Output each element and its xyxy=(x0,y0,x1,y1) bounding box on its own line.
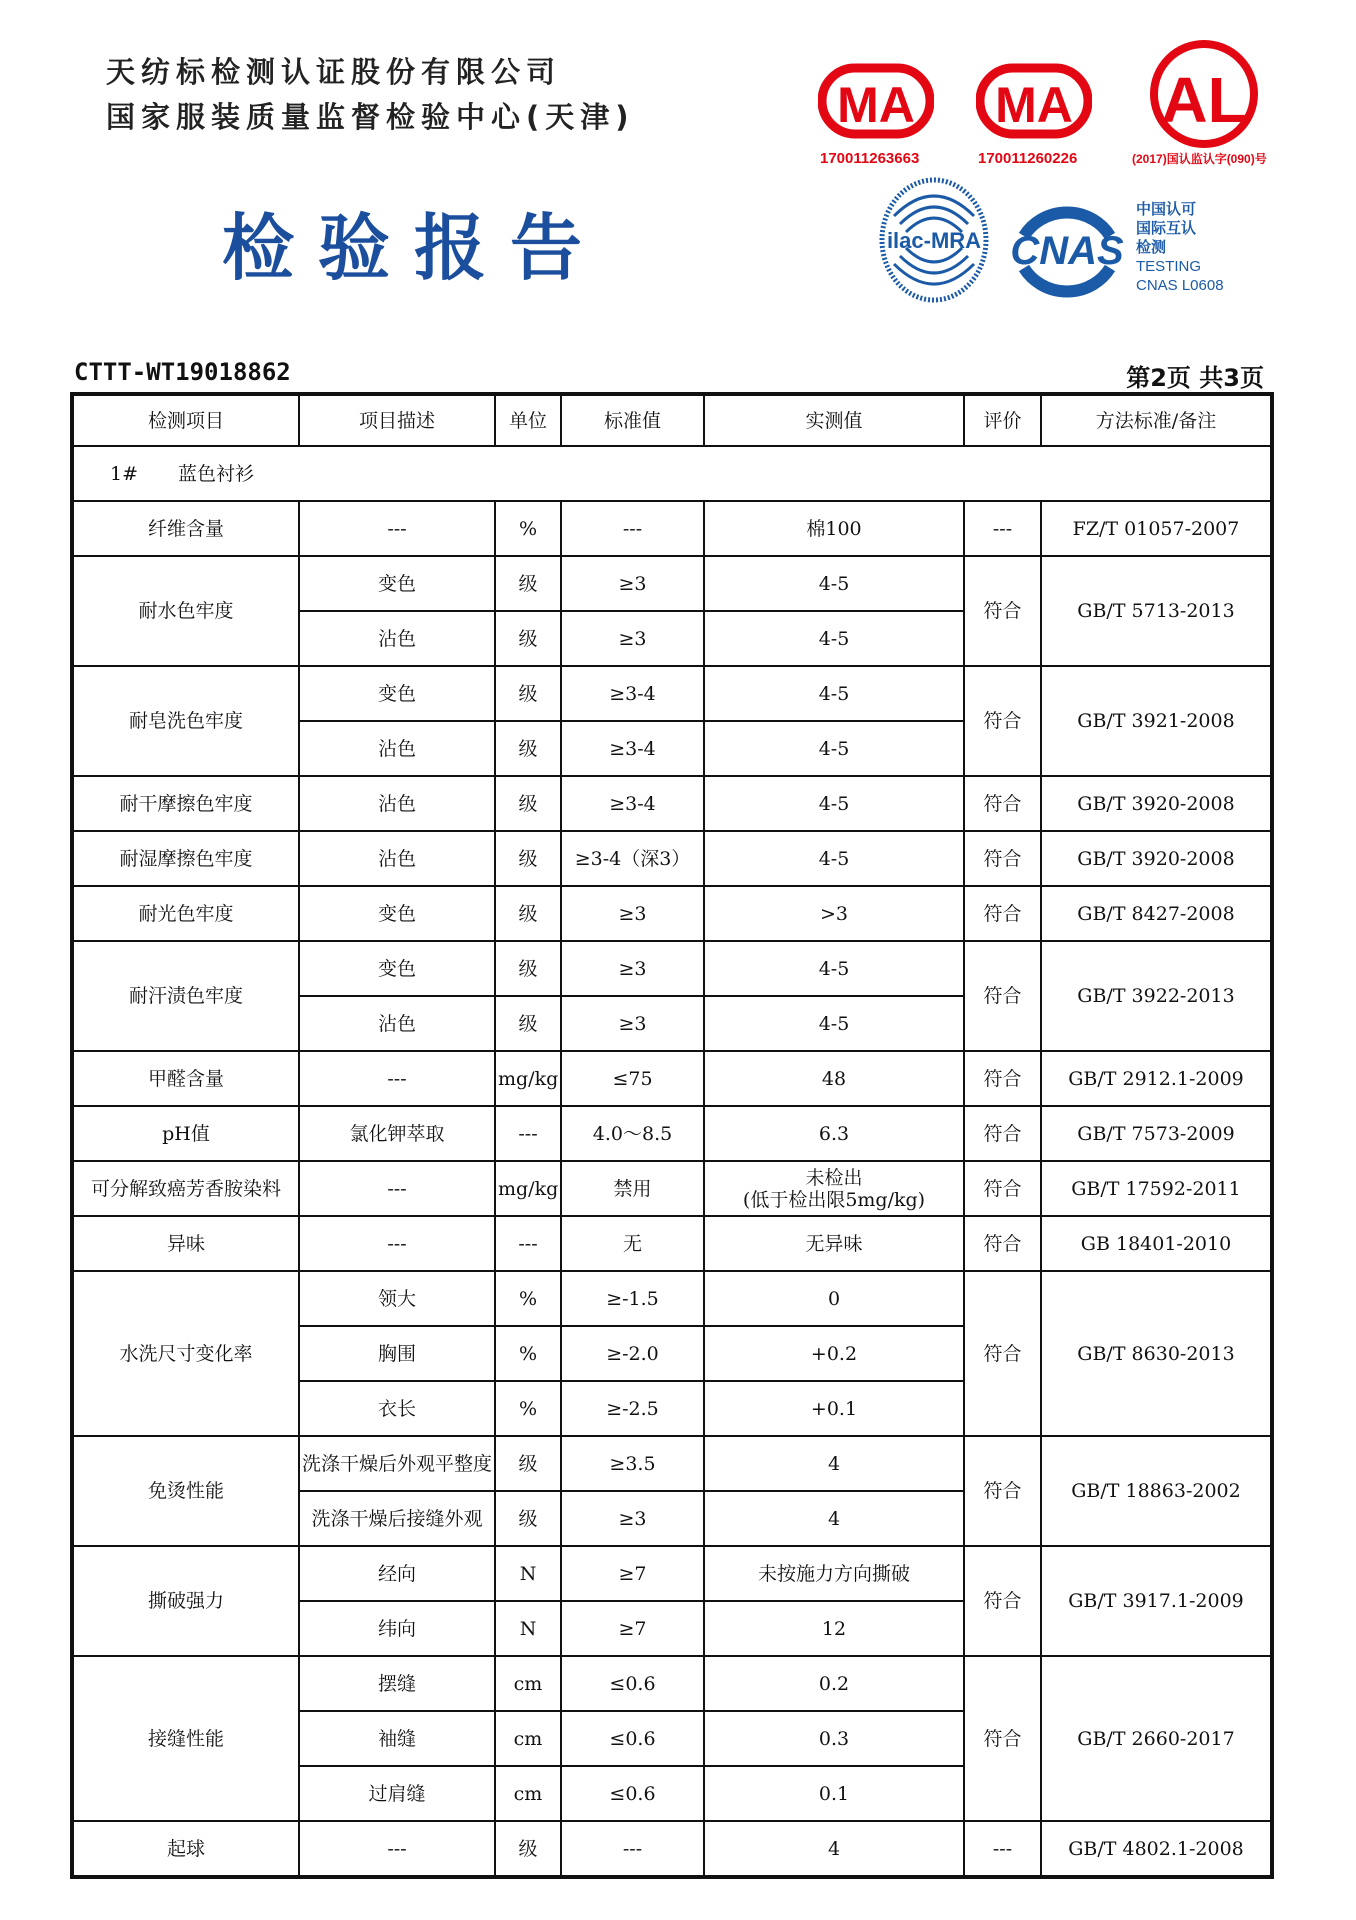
cnas-logo xyxy=(1004,196,1130,306)
evaluation: 符合 xyxy=(964,556,1041,666)
cma-logo-1 xyxy=(818,62,934,140)
item-description: 沾色 xyxy=(299,611,495,666)
col-header-desc: 项目描述 xyxy=(299,394,495,446)
method-standard: GB/T 3922-2013 xyxy=(1041,941,1272,1051)
unit: % xyxy=(495,1326,561,1381)
method-standard: GB/T 7573-2009 xyxy=(1041,1106,1272,1161)
measured-value: 4-5 xyxy=(704,776,964,831)
measured-value: 4-5 xyxy=(704,666,964,721)
table-row xyxy=(72,556,1272,611)
evaluation: 符合 xyxy=(964,1161,1041,1216)
evaluation: 符合 xyxy=(964,666,1041,776)
standard-value: 无 xyxy=(561,1216,704,1271)
evaluation: 符合 xyxy=(964,1546,1041,1656)
item-description: 衣长 xyxy=(299,1381,495,1436)
test-item: 耐汗渍色牢度 xyxy=(72,941,299,1051)
unit: 级 xyxy=(495,556,561,611)
measured-value: 6.3 xyxy=(704,1106,964,1161)
standard-value: ≥7 xyxy=(561,1546,704,1601)
item-description: 洗涤干燥后接缝外观 xyxy=(299,1491,495,1546)
measured-value: 未按施力方向撕破 xyxy=(704,1546,964,1601)
method-standard: GB/T 8630-2013 xyxy=(1041,1271,1272,1436)
table-row xyxy=(72,1436,1272,1491)
standard-value: ≤0.6 xyxy=(561,1766,704,1821)
method-standard: GB/T 4802.1-2008 xyxy=(1041,1821,1272,1877)
cma-number-1: 170011263663 xyxy=(820,150,920,167)
unit: cm xyxy=(495,1656,561,1711)
method-standard: GB/T 5713-2013 xyxy=(1041,556,1272,666)
measured-value: 4-5 xyxy=(704,831,964,886)
standard-value: ≥-2.0 xyxy=(561,1326,704,1381)
item-description: 经向 xyxy=(299,1546,495,1601)
table-row xyxy=(72,1216,1272,1271)
standard-value: ≥-2.5 xyxy=(561,1381,704,1436)
evaluation: 符合 xyxy=(964,831,1041,886)
evaluation: 符合 xyxy=(964,1436,1041,1546)
item-description: --- xyxy=(299,1216,495,1271)
measured-value: 0.2 xyxy=(704,1656,964,1711)
unit: --- xyxy=(495,1216,561,1271)
table-row xyxy=(72,1051,1272,1106)
test-item: 水洗尺寸变化率 xyxy=(72,1271,299,1436)
standard-value: ≤75 xyxy=(561,1051,704,1106)
test-item: 免烫性能 xyxy=(72,1436,299,1546)
evaluation: 符合 xyxy=(964,1051,1041,1106)
standard-value: ≥3 xyxy=(561,611,704,666)
standard-value: ≤0.6 xyxy=(561,1656,704,1711)
standard-value: --- xyxy=(561,501,704,556)
col-header-standard: 标准值 xyxy=(561,394,704,446)
standard-value: ≥3 xyxy=(561,941,704,996)
standard-value: ≥3 xyxy=(561,996,704,1051)
unit: 级 xyxy=(495,1491,561,1546)
standard-value: 4.0～8.5 xyxy=(561,1106,704,1161)
standard-value: ≥3-4 xyxy=(561,721,704,776)
sample-name: 蓝色衬衫 xyxy=(178,462,255,485)
svg-text:CNAS: CNAS xyxy=(1010,229,1124,273)
unit: 级 xyxy=(495,996,561,1051)
unit: mg/kg xyxy=(495,1161,561,1216)
test-item: 起球 xyxy=(72,1821,299,1877)
measured-value: 4-5 xyxy=(704,996,964,1051)
standard-value: ≥3-4 xyxy=(561,666,704,721)
measured-value: +0.1 xyxy=(704,1381,964,1436)
col-header-unit: 单位 xyxy=(495,394,561,446)
test-item: 异味 xyxy=(72,1216,299,1271)
item-description: 袖缝 xyxy=(299,1711,495,1766)
col-header-result: 实测值 xyxy=(704,394,964,446)
table-row xyxy=(72,1821,1272,1877)
evaluation: 符合 xyxy=(964,776,1041,831)
table-row xyxy=(72,1271,1272,1326)
item-description: 变色 xyxy=(299,556,495,611)
item-description: 氯化钾萃取 xyxy=(299,1106,495,1161)
page-info: 第2页 共3页 xyxy=(1126,364,1264,392)
table-header-row xyxy=(72,394,1272,446)
svg-text:MA: MA xyxy=(995,77,1073,133)
cal-logo xyxy=(1148,40,1260,148)
item-description: --- xyxy=(299,1161,495,1216)
item-description: 变色 xyxy=(299,666,495,721)
method-standard: GB/T 3920-2008 xyxy=(1041,776,1272,831)
evaluation: 符合 xyxy=(964,1656,1041,1821)
evaluation: --- xyxy=(964,501,1041,556)
svg-text:MA: MA xyxy=(837,77,915,133)
col-header-evaluation: 评价 xyxy=(964,394,1041,446)
method-standard: GB/T 17592-2011 xyxy=(1041,1161,1272,1216)
standard-value: ≥3 xyxy=(561,1491,704,1546)
evaluation: 符合 xyxy=(964,1271,1041,1436)
item-description: 沾色 xyxy=(299,831,495,886)
unit: 级 xyxy=(495,1821,561,1877)
evaluation: 符合 xyxy=(964,886,1041,941)
standard-value: ≥3.5 xyxy=(561,1436,704,1491)
measured-value: 4-5 xyxy=(704,611,964,666)
test-item: 撕破强力 xyxy=(72,1546,299,1656)
report-number: CTTT-WT19018862 xyxy=(74,358,291,386)
cma-number-2: 170011260226 xyxy=(978,150,1078,167)
test-item: 甲醛含量 xyxy=(72,1051,299,1106)
table-row xyxy=(72,501,1272,556)
item-description: --- xyxy=(299,501,495,556)
measured-value: 棉100 xyxy=(704,501,964,556)
standard-value: ≥3-4 xyxy=(561,776,704,831)
table-row xyxy=(72,1546,1272,1601)
evaluation: --- xyxy=(964,1821,1041,1877)
evaluation: 符合 xyxy=(964,1106,1041,1161)
test-results-table xyxy=(70,392,1274,1879)
test-item: 耐光色牢度 xyxy=(72,886,299,941)
unit: 级 xyxy=(495,666,561,721)
measured-value: >3 xyxy=(704,886,964,941)
unit: mg/kg xyxy=(495,1051,561,1106)
unit: 级 xyxy=(495,1436,561,1491)
measured-value: 4-5 xyxy=(704,941,964,996)
item-description: 沾色 xyxy=(299,721,495,776)
method-standard: GB 18401-2010 xyxy=(1041,1216,1272,1271)
method-standard: GB/T 2912.1-2009 xyxy=(1041,1051,1272,1106)
method-standard: GB/T 3920-2008 xyxy=(1041,831,1272,886)
table-row xyxy=(72,1106,1272,1161)
measured-value: +0.2 xyxy=(704,1326,964,1381)
unit: 级 xyxy=(495,886,561,941)
svg-text:AL: AL xyxy=(1161,64,1247,136)
unit: % xyxy=(495,1271,561,1326)
standard-value: ≥-1.5 xyxy=(561,1271,704,1326)
method-standard: GB/T 3917.1-2009 xyxy=(1041,1546,1272,1656)
table-row xyxy=(72,776,1272,831)
measured-value: 4 xyxy=(704,1436,964,1491)
test-item: 纤维含量 xyxy=(72,501,299,556)
cma-logo-2 xyxy=(976,62,1092,140)
item-description: 摆缝 xyxy=(299,1656,495,1711)
col-header-method: 方法标准/备注 xyxy=(1041,394,1272,446)
item-description: --- xyxy=(299,1051,495,1106)
evaluation: 符合 xyxy=(964,1216,1041,1271)
test-item: 耐水色牢度 xyxy=(72,556,299,666)
measured-value: 48 xyxy=(704,1051,964,1106)
ilac-mra-logo xyxy=(878,176,990,304)
unit: --- xyxy=(495,1106,561,1161)
col-header-item: 检测项目 xyxy=(72,394,299,446)
report-title: 检验报告 xyxy=(222,205,607,290)
table-row xyxy=(72,831,1272,886)
unit: % xyxy=(495,501,561,556)
table-row xyxy=(72,1161,1272,1216)
table-row xyxy=(72,941,1272,996)
measured-value: 0 xyxy=(704,1271,964,1326)
test-item: 耐皂洗色牢度 xyxy=(72,666,299,776)
method-standard: GB/T 2660-2017 xyxy=(1041,1656,1272,1821)
measured-value: 4 xyxy=(704,1491,964,1546)
item-description: 变色 xyxy=(299,886,495,941)
test-item: 接缝性能 xyxy=(72,1656,299,1821)
table-row xyxy=(72,666,1272,721)
unit: cm xyxy=(495,1711,561,1766)
table-row xyxy=(72,1656,1272,1711)
company-name: 天纺标检测认证股份有限公司 xyxy=(106,55,562,89)
evaluation: 符合 xyxy=(964,941,1041,1051)
test-item: 可分解致癌芳香胺染料 xyxy=(72,1161,299,1216)
unit: 级 xyxy=(495,721,561,776)
item-description: --- xyxy=(299,1821,495,1877)
item-description: 领大 xyxy=(299,1271,495,1326)
item-description: 纬向 xyxy=(299,1601,495,1656)
standard-value: ≥7 xyxy=(561,1601,704,1656)
unit: 级 xyxy=(495,776,561,831)
sample-id: 1# xyxy=(110,462,139,485)
item-description: 洗涤干燥后外观平整度 xyxy=(299,1436,495,1491)
measured-value: 未检出 (低于检出限5mg/kg) xyxy=(704,1161,964,1216)
item-description: 胸围 xyxy=(299,1326,495,1381)
measured-value: 0.1 xyxy=(704,1766,964,1821)
standard-value: ≥3 xyxy=(561,556,704,611)
unit: cm xyxy=(495,1766,561,1821)
method-standard: FZ/T 01057-2007 xyxy=(1041,501,1272,556)
svg-text:ilac-MRA: ilac-MRA xyxy=(886,228,982,253)
method-standard: GB/T 8427-2008 xyxy=(1041,886,1272,941)
table-row xyxy=(72,886,1272,941)
cnas-accreditation-text: 中国认可 国际互认 检测 TESTING CNAS L0608 xyxy=(1136,201,1224,294)
item-description: 过肩缝 xyxy=(299,1766,495,1821)
measured-value: 4-5 xyxy=(704,721,964,776)
center-name: 国家服装质量监督检验中心(天津) xyxy=(106,100,635,134)
test-item: 耐湿摩擦色牢度 xyxy=(72,831,299,886)
method-standard: GB/T 3921-2008 xyxy=(1041,666,1272,776)
unit: N xyxy=(495,1601,561,1656)
cal-number: (2017)国认监认字(090)号 xyxy=(1132,152,1267,166)
measured-value: 无异味 xyxy=(704,1216,964,1271)
unit: 级 xyxy=(495,941,561,996)
item-description: 沾色 xyxy=(299,776,495,831)
test-item: 耐干摩擦色牢度 xyxy=(72,776,299,831)
standard-value: ≥3 xyxy=(561,886,704,941)
measured-value: 4 xyxy=(704,1821,964,1877)
unit: % xyxy=(495,1381,561,1436)
unit: 级 xyxy=(495,831,561,886)
measured-value: 12 xyxy=(704,1601,964,1656)
item-description: 沾色 xyxy=(299,996,495,1051)
standard-value: 禁用 xyxy=(561,1161,704,1216)
unit: N xyxy=(495,1546,561,1601)
measured-value: 4-5 xyxy=(704,556,964,611)
measured-value: 0.3 xyxy=(704,1711,964,1766)
sample-row xyxy=(72,446,1272,501)
standard-value: --- xyxy=(561,1821,704,1877)
item-description: 变色 xyxy=(299,941,495,996)
standard-value: ≤0.6 xyxy=(561,1711,704,1766)
standard-value: ≥3-4（深3） xyxy=(561,831,704,886)
unit: 级 xyxy=(495,611,561,666)
method-standard: GB/T 18863-2002 xyxy=(1041,1436,1272,1546)
test-item: pH值 xyxy=(72,1106,299,1161)
